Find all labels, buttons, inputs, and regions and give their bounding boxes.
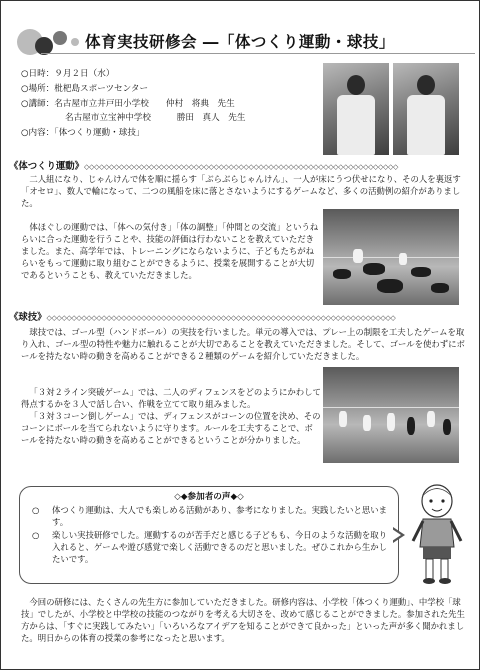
section1-paragraph-1: 二人組になり、じゃんけんで体を順に揺らす「ぶらぶらじゃんけん」、一人が床にうつ伏せになり、その人を裏返す「オセロ」、数人で輪になって、二つの風船を床に落とさないようにするゲームなど、多くの活動例の紹介がありました。 xyxy=(21,174,461,208)
section2-paragraph-1: 球技では、ゴール型（ハンドボール）の実技を行いました。単元の導入では、プレー上の制限を工夫したゲームを取り入れ、ゴール型の特性や魅力に触れることが大切であることを教えていただきました。そして、ゴールを使わずにボールを持たない時の動きを高めることができる２種類のゲームを紹介していただきました。 xyxy=(21,327,465,361)
voice-text: 楽しい実技研修でした。運動するのが苦手だと感じる子どもも、今日のような活動を取り入れると、ゲームや遊び感覚で楽しく活動できるのだと思いました。ぜひこれから生かしたいです。 xyxy=(52,530,387,564)
body-movement-photo xyxy=(323,209,459,305)
voice-bullet: ○ xyxy=(32,505,40,516)
summary-paragraph: 今回の研修には、たくさんの先生方に参加していただきました。研修内容は、小学校「体つくり運動」、中学校「球技」でしたが、小学校と中学校の技能のつながりを考える大切さを、改めて感じることができました。参加された先生方からは、「すぐに実践してみたい」「いろいろなアイデアを知ることができて良かった」といった声が多く聞かれました。明日からの体育の授業の参考になったと思います。 xyxy=(21,597,465,643)
deco-circle-small xyxy=(53,31,67,45)
deco-circle-tiny xyxy=(71,38,79,46)
section-heading-label: 《球技》 xyxy=(9,312,47,323)
participant-voices-box xyxy=(19,486,399,584)
lecturer-photo-1 xyxy=(323,63,389,155)
header xyxy=(1,1,479,59)
page-title: 体育実技研修会 ―「体つくり運動・球技」 xyxy=(85,33,395,51)
section1-paragraph-2: 体ほぐしの運動では、「体への気付き」「体の調整」「仲間との交流」というねらいに合った運動を行うことや、技能の評価は行わないことを教えていただきました。また、高学年では、トレーニングにならないように、子どもたちがねらいをもって運動に取り組むことができるように、授業を展開することが大切であるということも、教えていただきました。 xyxy=(21,222,319,280)
title-underline xyxy=(41,53,475,54)
info-content: ○内容：「体つくり運動・球技」 xyxy=(21,128,145,139)
voice-item xyxy=(30,530,388,566)
section2-paragraph-3: 「３対３コーン倒しゲーム」では、ディフェンスがコーンの位置を決め、そのコーンにボールを当てられないように守ります。ルールを工夫することで、ボールを持たない時の動きを高めることができるということが分かりました。 xyxy=(21,411,321,445)
info-lecturer-2: 名古屋市立宝神中学校 勝田 真人 先生 xyxy=(65,113,246,124)
section-heading-body-movement: 《体つくり運動》◇◇◇◇◇◇◇◇◇◇◇◇◇◇◇◇◇◇◇◇◇◇◇◇◇◇◇◇◇◇◇◇◇◇◇◇◇◇◇◇◇◇◇◇◇◇◇◇◇◇◇◇◇◇◇◇◇◇◇◇◇◇◇ xyxy=(9,161,398,172)
event-info xyxy=(21,67,321,141)
section2-paragraph-2: 「３対２ライン突破ゲーム」では、二人のディフェンスをどのようにかわして得点するかを３人で話し合い、作戦を立てて取り組みました。 xyxy=(21,387,321,409)
section-heading-ball-games: 《球技》◇◇◇◇◇◇◇◇◇◇◇◇◇◇◇◇◇◇◇◇◇◇◇◇◇◇◇◇◇◇◇◇◇◇◇◇◇◇◇◇◇◇◇◇◇◇◇◇◇◇◇◇◇◇◇◇◇◇◇◇◇◇◇◇◇◇◇◇◇◇ xyxy=(9,312,396,323)
child-illustration xyxy=(407,479,467,587)
info-lecturer-1: ○講師：名古屋市立井戸田小学校 仲村 将典 先生 xyxy=(21,98,235,109)
voice-item xyxy=(30,505,388,529)
lecturer-photo-2 xyxy=(393,63,459,155)
speech-bubble-tail-inner xyxy=(392,529,401,541)
ball-game-photo xyxy=(323,367,459,463)
info-place: ○場所：枇杷島スポーツセンター xyxy=(21,83,149,94)
info-date: ○日時：９月２日（水） xyxy=(21,69,115,79)
voice-text: 体つくり運動は、大人でも楽しめる活動があり、参考になりました。実践したいと思います。 xyxy=(52,505,387,528)
section-heading-label: 《体つくり運動》 xyxy=(9,161,85,172)
voices-title: ◇◆参加者の声◆◇ xyxy=(174,492,244,502)
voice-bullet: ○ xyxy=(32,530,40,541)
